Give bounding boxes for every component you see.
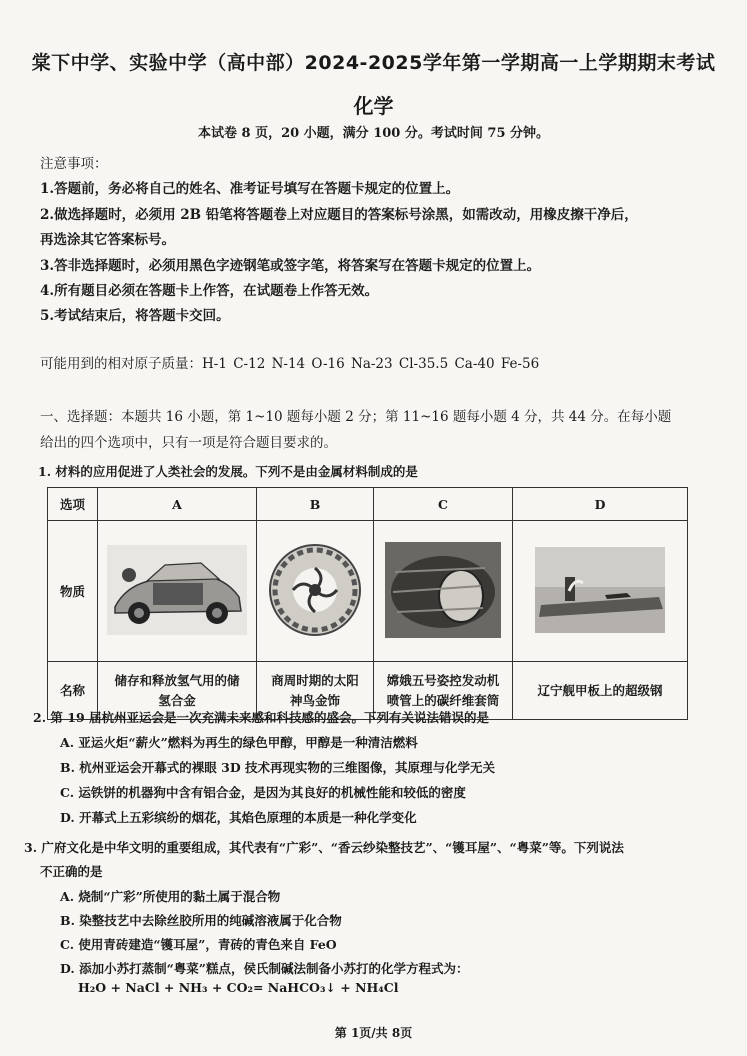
question-1-table	[47, 487, 688, 720]
image-cell-c	[374, 521, 513, 662]
atomic-masses: 可能用到的相对原子质量：H-1 C-12 N-14 O-16 Na-23 Cl-35.5 Ca-40 Fe-56	[40, 356, 540, 372]
name-a-line1: 储存和释放氢气用的储	[114, 672, 240, 688]
q3-option-a: A. 烧制“广彩”所使用的黏土属于混合物	[60, 889, 281, 904]
note-item: 3.答非选择题时，必须用黑色字迹钢笔或签字笔，将答案写在答题卡规定的位置上。	[40, 258, 541, 274]
image-cell-d	[513, 521, 688, 662]
aircraft-carrier-deck-image	[535, 547, 665, 633]
subject-title: 化学	[353, 94, 394, 118]
name-c-line2: 喷管上的碳纤维套筒	[386, 692, 500, 708]
name-b-line2: 神鸟金饰	[289, 692, 340, 708]
name-d-line1: 辽宁舰甲板上的超级钢	[537, 682, 663, 698]
name-cell-d	[513, 662, 688, 720]
name-c-line1: 嫦娥五号姿控发动机	[386, 672, 500, 688]
note-item: 2.做选择题时，必须用 2B 铅笔将答题卷上对应题目的答案标号涂黑，如需改动，用橡皮擦干净后，	[40, 207, 638, 223]
q2-option-d: D. 开幕式上五彩缤纷的烟花，其焰色原理的本质是一种化学变化	[60, 810, 417, 825]
row-label-substance: 物质	[48, 521, 98, 662]
sun-bird-gold-image	[267, 542, 363, 638]
row-label-name: 名称	[48, 662, 98, 720]
image-cell-b	[257, 521, 374, 662]
page-footer: 第 1页/共 8页	[334, 1026, 413, 1040]
row-label-option: 选项	[48, 488, 98, 521]
column-header-d: D	[513, 488, 688, 521]
image-cell-a	[98, 521, 257, 662]
note-item: 1.答题前，务必将自己的姓名、准考证号填写在答题卡规定的位置上。	[40, 181, 460, 197]
question-3-stem-cont: 不正确的是	[40, 864, 103, 879]
question-3-stem: 3. 广府文化是中华文明的重要组成，其代表有“广彩”、“香云纱染整技艺”、“镬耳屋”、“粤菜”等。下列说法	[24, 840, 624, 855]
column-header-c: C	[374, 488, 513, 521]
question-2-stem: 2. 第 19 届杭州亚运会是一次充满未来感和科技感的盛会。下列有关说法错误的是	[33, 710, 490, 725]
q3-option-c: C. 使用青砖建造“镬耳屋”，青砖的青色来自 FeO	[60, 937, 337, 952]
exam-meta: 本试卷 8 页，20 小题，满分 100 分。考试时间 75 分钟。	[197, 126, 550, 141]
q3-option-d: D. 添加小苏打蒸制“粤菜”糕点，侯氏制碱法制备小苏打的化学方程式为：	[60, 961, 469, 976]
note-item: 5.考试结束后，将答题卡交回。	[40, 308, 230, 324]
note-item: 再选涂其它答案标号。	[40, 232, 175, 248]
notes-heading: 注意事项：	[40, 156, 108, 172]
exam-title: 棠下中学、实验中学（高中部）2024-2025学年第一学期高一上学期期末考试	[31, 52, 716, 74]
q2-option-a: A. 亚运火炬“薪火”燃料为再生的绿色甲醇，甲醇是一种清洁燃料	[60, 735, 418, 750]
hydrogen-car-image	[107, 545, 247, 635]
note-item: 4.所有题目必须在答题卡上作答，在试题卷上作答无效。	[40, 283, 379, 299]
section-heading: 一、选择题：本题共 16 小题，第 1~10 题每小题 2 分；第 11~16 题每小题 4 分，共 44 分。在每小题	[40, 409, 672, 425]
column-header-b: B	[257, 488, 374, 521]
question-1-stem: 1. 材料的应用促进了人类社会的发展。下列不是由金属材料制成的是	[38, 464, 418, 479]
name-a-line2: 氢合金	[158, 692, 196, 708]
column-header-a: A	[98, 488, 257, 521]
q2-option-c: C. 运铁饼的机器狗中含有铝合金，是因为其良好的机械性能和较低的密度	[60, 785, 466, 800]
carbon-fiber-sleeve-image	[385, 542, 501, 638]
chemical-equation: H₂O + NaCl + NH₃ + CO₂= NaHCO₃↓ + NH₄Cl	[78, 980, 399, 995]
q3-option-b: B. 染整技艺中去除丝胶所用的纯碱溶液属于化合物	[60, 913, 342, 928]
name-b-line1: 商周时期的太阳	[271, 672, 359, 688]
section-heading-cont: 给出的四个选项中，只有一项是符合题目要求的。	[40, 435, 337, 451]
q2-option-b: B. 杭州亚运会开幕式的裸眼 3D 技术再现实物的三维图像，其原理与化学无关	[60, 760, 496, 775]
